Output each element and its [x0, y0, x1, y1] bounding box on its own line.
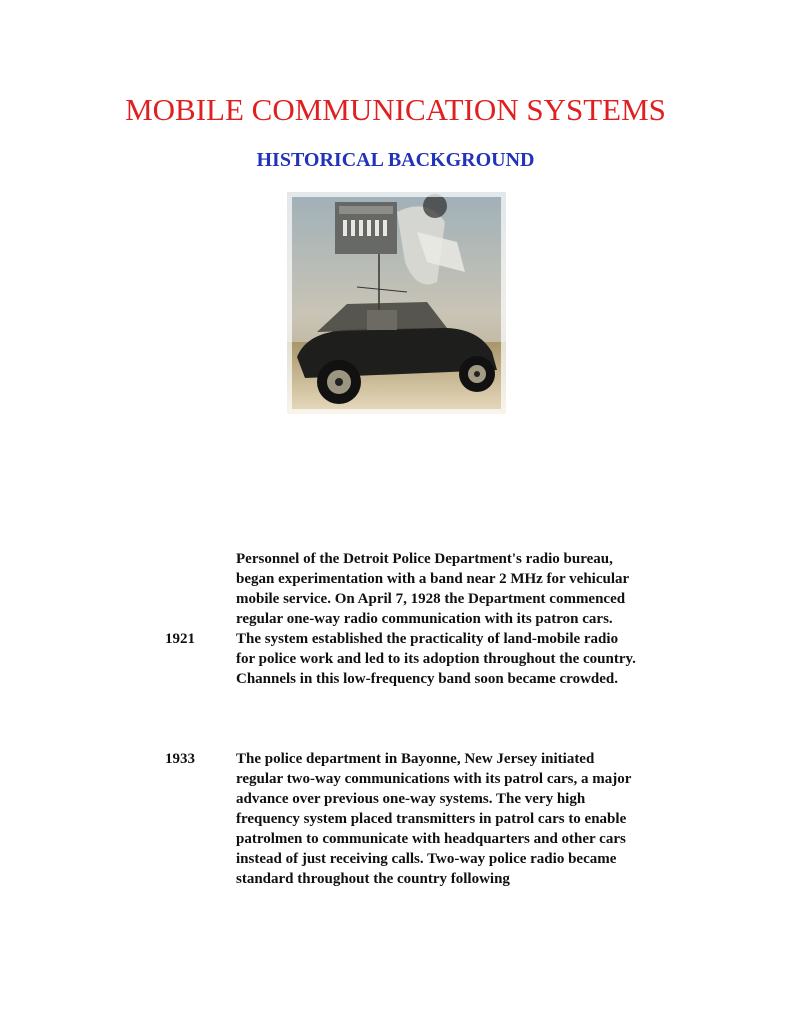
police-radio-car-illustration — [287, 192, 506, 414]
entry-text: Personnel of the Detroit Police Department's radio bureau, began experimentation with a band near 2 MHz for vehicular mobile service. On April 7, 1928 the Department commenced regular one-way radio communication with its patron cars. The system established the practicality of land-mobile radio for police work and led to its adoption throughout the country. Channels in this low-frequency band soon became crowded. — [236, 551, 636, 687]
entry-year: 1933 — [165, 751, 195, 767]
historical-photo — [287, 192, 506, 414]
entry-year: 1921 — [165, 631, 195, 647]
entry-text: The police department in Bayonne, New Jersey initiated regular two-way communications with its patrol cars, a major advance over previous one-way systems. The very high frequency system placed transmitters in patrol cars to enable patrolmen to communicate with headquarters and other cars instead of just receiving calls. Two-way police radio became standard throughout the country following — [236, 751, 632, 887]
page-subtitle: HISTORICAL BACKGROUND — [256, 149, 535, 171]
page-title: MOBILE COMMUNICATION SYSTEMS — [125, 92, 666, 127]
